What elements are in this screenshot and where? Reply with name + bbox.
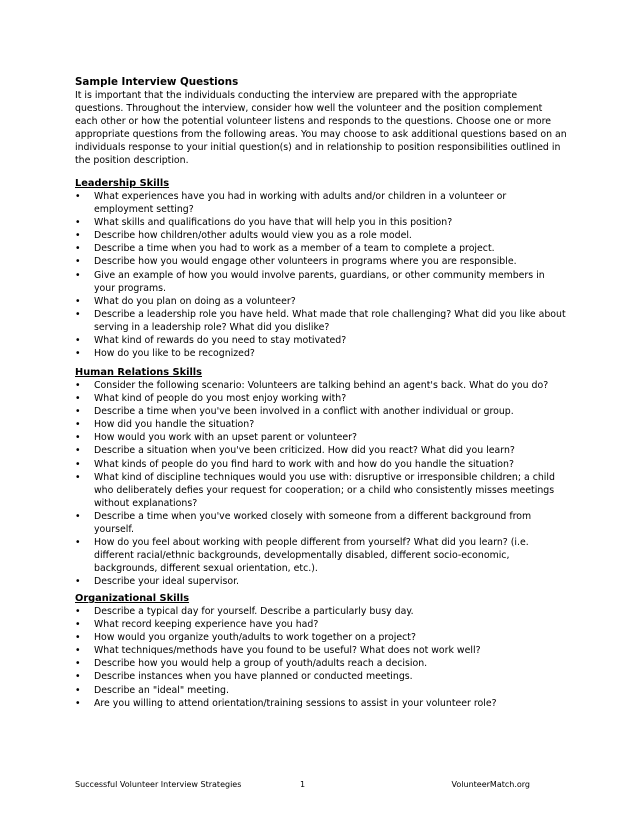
question-item — [75, 631, 567, 644]
question-item — [75, 190, 567, 216]
question-text: What kind of rewards do you need to stay motivated? — [94, 335, 347, 347]
question-item — [75, 255, 567, 268]
question-text: What do you plan on doing as a volunteer? — [94, 295, 296, 307]
question-item — [75, 392, 567, 405]
question-text: Describe a time when you've worked closely with someone from a different background from yourself. — [94, 510, 532, 536]
bullet-icon: • — [75, 684, 81, 696]
bullet-icon: • — [75, 419, 81, 431]
footer-website: VolunteerMatch.org — [451, 780, 530, 789]
question-text: Describe your ideal supervisor. — [94, 576, 240, 588]
question-item — [75, 657, 567, 670]
question-text: Describe how children/other adults would view you as a role model. — [94, 230, 412, 242]
question-list — [75, 379, 567, 589]
question-item — [75, 471, 567, 510]
section-heading: Leadership Skills — [75, 178, 170, 189]
question-item — [75, 684, 567, 697]
question-text: How would you organize youth/adults to work together on a project? — [94, 632, 416, 644]
question-item — [75, 269, 567, 295]
question-item — [75, 458, 567, 471]
question-item — [75, 418, 567, 431]
question-item — [75, 605, 567, 618]
bullet-icon: • — [75, 230, 81, 242]
question-text: How did you handle the situation? — [94, 419, 255, 431]
bullet-icon: • — [75, 632, 81, 644]
bullet-icon: • — [75, 645, 81, 657]
bullet-icon: • — [75, 256, 81, 268]
question-text: Describe a typical day for yourself. Describe a particularly busy day. — [94, 606, 414, 617]
question-text: What record keeping experience have you had? — [94, 619, 319, 631]
question-text: Describe instances when you have planned or conducted meetings. — [94, 671, 413, 683]
question-item — [75, 536, 567, 575]
bullet-icon: • — [75, 458, 81, 470]
question-item — [75, 242, 567, 255]
question-text: How do you like to be recognized? — [94, 348, 255, 360]
question-list — [75, 190, 567, 360]
question-list — [75, 605, 567, 710]
bullet-icon: • — [75, 576, 81, 588]
question-text: How do you feel about working with people different from yourself? What did you learn? (i.e. different racial/ethnic backgrounds, developmentally disabled, different socio-economic, backgrounds, different sexual orientation, etc.). — [94, 537, 529, 575]
question-item — [75, 510, 567, 536]
bullet-icon: • — [75, 335, 81, 347]
bullet-icon: • — [75, 445, 81, 457]
document-body — [75, 76, 567, 709]
section-heading: Human Relations Skills — [75, 367, 203, 378]
question-text: Describe a situation when you've been criticized. How did you react? What did you learn? — [94, 445, 515, 457]
bullet-icon: • — [75, 308, 81, 320]
question-text: What techniques/methods have you found to be useful? What does not work well? — [94, 645, 481, 657]
question-text: Are you willing to attend orientation/training sessions to assist in your volunteer role? — [94, 697, 497, 709]
document-title: Sample Interview Questions — [75, 76, 239, 88]
bullet-icon: • — [75, 217, 81, 229]
question-text: Describe an "ideal" meeting. — [94, 684, 229, 696]
bullet-icon: • — [75, 697, 81, 709]
question-text: Describe a time when you've been involved in a conflict with another individual or group. — [94, 406, 514, 418]
bullet-icon: • — [75, 191, 81, 202]
question-item — [75, 229, 567, 242]
question-item — [75, 216, 567, 229]
bullet-icon: • — [75, 510, 81, 522]
question-text: What kind of discipline techniques would you use with: disruptive or irresponsible children; a child who deliberately defies your request for cooperation; or a child who consistently misses meetings without explanations? — [94, 471, 555, 509]
question-item — [75, 431, 567, 444]
bullet-icon: • — [75, 658, 81, 670]
question-text: Consider the following scenario: Volunteers are talking behind an agent's back. What do you do? — [94, 380, 549, 391]
section-leadership-skills — [75, 177, 567, 360]
question-item — [75, 295, 567, 308]
question-item — [75, 308, 567, 334]
bullet-icon: • — [75, 348, 81, 360]
question-item — [75, 444, 567, 457]
question-item — [75, 575, 567, 588]
question-text: What kind of people do you most enjoy working with? — [94, 393, 347, 405]
section-organizational-skills — [75, 592, 567, 710]
bullet-icon: • — [75, 619, 81, 631]
question-text: Describe how you would help a group of youth/adults reach a decision. — [94, 658, 428, 670]
question-text: What skills and qualifications do you have that will help you in this position? — [94, 217, 453, 229]
page-footer — [75, 779, 530, 791]
question-text: Describe how you would engage other volunteers in programs where you are responsible. — [94, 256, 517, 268]
bullet-icon: • — [75, 380, 81, 391]
footer-page-number: 1 — [300, 780, 306, 789]
question-item — [75, 670, 567, 683]
bullet-icon: • — [75, 471, 81, 483]
question-item — [75, 347, 567, 360]
bullet-icon: • — [75, 243, 81, 255]
footer-document-title: Successful Volunteer Interview Strategies — [75, 780, 242, 789]
question-item — [75, 618, 567, 631]
question-item — [75, 334, 567, 347]
question-text: How would you work with an upset parent or volunteer? — [94, 432, 358, 444]
question-text: What kinds of people do you find hard to work with and how do you handle the situation? — [94, 458, 514, 470]
bullet-icon: • — [75, 393, 81, 405]
question-text: Describe a leadership role you have held. What made that role challenging? What did you like about serving in a leadership role? What did you dislike? — [94, 308, 566, 333]
question-text: Describe a time when you had to work as a member of a team to complete a project. — [94, 243, 495, 255]
bullet-icon: • — [75, 295, 81, 307]
question-item — [75, 644, 567, 657]
bullet-icon: • — [75, 671, 81, 683]
question-item — [75, 405, 567, 418]
intro-paragraph: It is important that the individuals conducting the interview are prepared with the appropriate questions. Throughout the interview, consider how well the volunteer and the position complement each other or how the potential volunteer listens and responds to the questions. Choose one or more appropriate questions from the following areas. You may choose to ask additional questions based on an individuals response to your initial question(s) and in relationship to position responsibilities outlined in the position description. — [75, 90, 567, 167]
question-item — [75, 697, 567, 710]
bullet-icon: • — [75, 537, 81, 549]
section-human-relations-skills — [75, 366, 567, 589]
question-text: Give an example of how you would involve parents, guardians, or other community members in your programs. — [94, 269, 545, 294]
bullet-icon: • — [75, 269, 81, 281]
bullet-icon: • — [75, 406, 81, 418]
bullet-icon: • — [75, 432, 81, 444]
question-text: What experiences have you had in working with adults and/or children in a volunteer or employment setting? — [94, 191, 507, 216]
question-item — [75, 379, 567, 392]
bullet-icon: • — [75, 606, 81, 617]
section-heading: Organizational Skills — [75, 593, 190, 604]
